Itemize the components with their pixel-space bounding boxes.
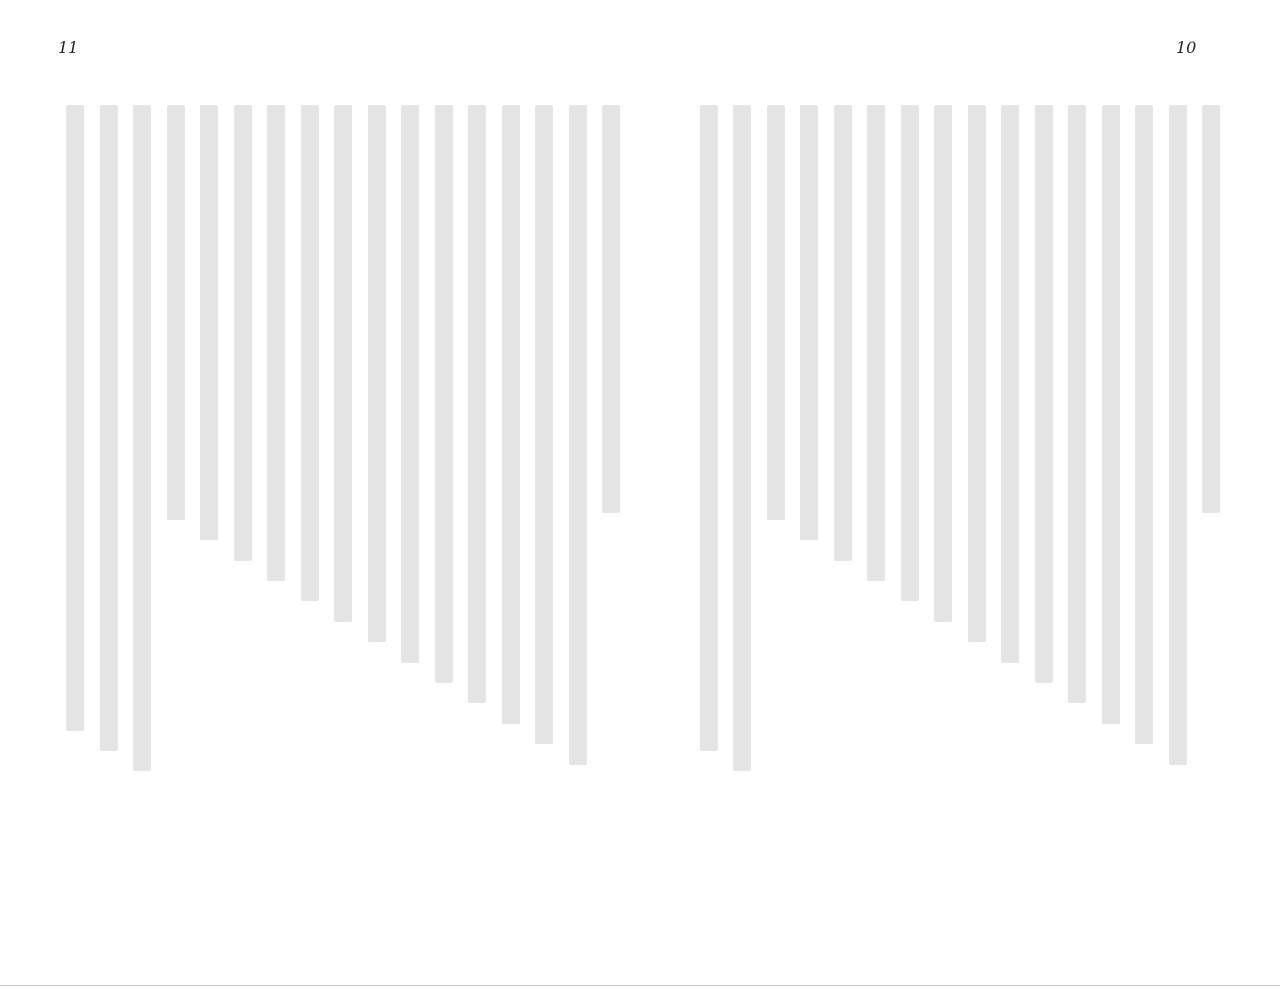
redacted-text-column [401,105,419,663]
redacted-text-column [100,105,118,751]
page-edge-divider [0,985,1280,986]
redacted-text-column [334,105,352,622]
redacted-text-column [1035,105,1053,683]
redacted-text-column [133,105,151,771]
redacted-text-column [934,105,952,622]
redacted-text-column [602,105,620,513]
redacted-text-column [968,105,986,642]
redacted-text-column [800,105,818,540]
redacted-text-column [901,105,919,601]
left-page-text-columns [60,105,620,785]
redacted-text-column [234,105,252,561]
redacted-text-column [66,105,84,731]
redacted-text-column [1102,105,1120,724]
page-number-right: 10 [1176,38,1197,57]
redacted-text-column [767,105,785,520]
right-page-text-columns [660,105,1220,785]
redacted-text-column [435,105,453,683]
redacted-text-column [834,105,852,561]
redacted-text-column [1068,105,1086,703]
redacted-text-column [1001,105,1019,663]
redacted-text-column [468,105,486,703]
page-number-left: 11 [58,38,79,57]
redacted-text-column [200,105,218,540]
redacted-text-column [700,105,718,751]
redacted-text-column [502,105,520,724]
redacted-text-column [1169,105,1187,765]
redacted-text-column [1202,105,1220,513]
redacted-text-column [167,105,185,520]
redacted-text-column [867,105,885,581]
redacted-text-column [267,105,285,581]
redacted-text-column [535,105,553,744]
redacted-text-column [301,105,319,601]
redacted-text-column [368,105,386,642]
redacted-text-column [569,105,587,765]
redacted-text-column [1135,105,1153,744]
redacted-text-column [733,105,751,771]
